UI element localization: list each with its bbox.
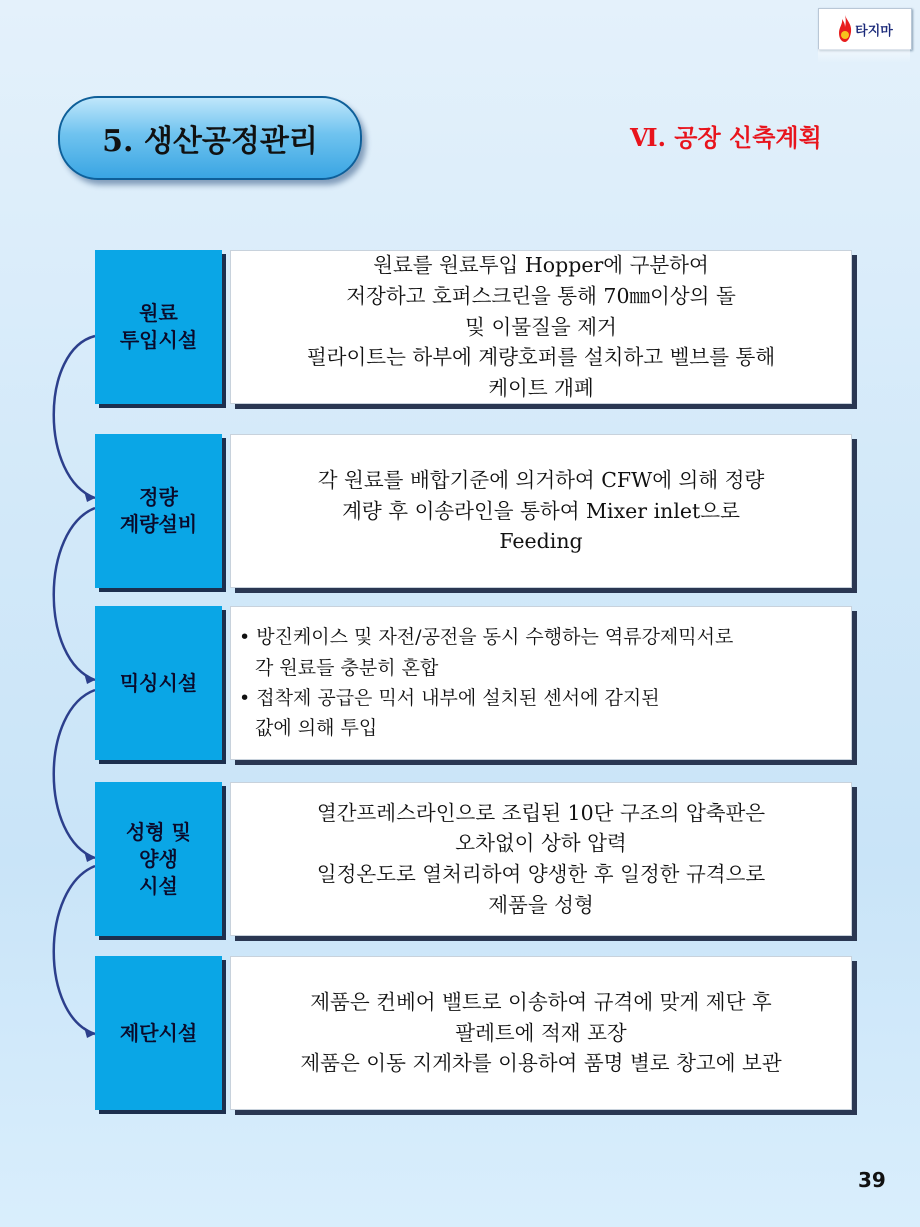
step-forming-curing	[95, 782, 858, 942]
step-description	[230, 434, 852, 588]
section-title: 5. 생산공정관리	[58, 96, 362, 180]
chapter-title: Ⅵ. 공장 신축계획	[630, 123, 822, 152]
description-line: 일정온도로 열처리하여 양생한 후 일정한 규격으로	[316, 862, 766, 886]
description-line: 제품은 이동 지게차를 이용하여 품명 별로 창고에 보관	[300, 1051, 782, 1076]
page-number: 39	[858, 1168, 886, 1192]
connector-1	[54, 336, 95, 498]
bullet-continuation: 각 원료들 충분히 혼합	[255, 656, 439, 679]
step-description	[230, 782, 852, 936]
logo-text: 타지마	[855, 23, 893, 39]
step-description	[230, 956, 852, 1110]
bullet-text: 방진케이스 및 자전/공전을 동시 수행하는 역류강제믹서로	[256, 626, 734, 649]
step-label: 정량 계량설비	[95, 434, 222, 588]
company-logo	[818, 8, 912, 50]
description-line: 펄라이트는 하부에 계량호퍼를 설치하고 벨브를 통해	[306, 345, 776, 370]
description-line: 제품은 컨베어 밸트로 이송하여 규격에 맞게 제단 후	[310, 989, 772, 1014]
description-line: 팔레트에 적재 포장	[455, 1020, 627, 1045]
logo-reflection	[818, 49, 910, 63]
description-line: 오차없이 상하 압력	[455, 831, 627, 856]
step-description	[230, 606, 852, 760]
description-line: 저장하고 호퍼스크린을 통해 70㎜이상의 돌	[346, 283, 736, 308]
connector-3	[54, 690, 95, 858]
step-raw-material-input	[95, 250, 858, 410]
description-line: 각 원료를 배합기준에 의거하여 CFW에 의해 정량	[317, 467, 765, 492]
connector-3-arrow	[84, 851, 95, 862]
connector-2-arrow	[84, 673, 95, 684]
description-line: 케이트 개폐	[488, 376, 594, 401]
connector-1-arrow	[84, 491, 95, 502]
flame-icon	[837, 15, 853, 43]
step-label: 성형 및 양생 시설	[95, 782, 222, 936]
step-mixing-facility	[95, 606, 858, 766]
step-label: 제단시설	[95, 956, 222, 1110]
description-line: Feeding	[499, 529, 583, 554]
description-line: 계량 후 이송라인을 통하여 Mixer inlet으로	[342, 498, 740, 523]
bullet-continuation: 값에 의해 투입	[255, 717, 378, 740]
description-line: 열간프레스라인으로 조립된 10단 구조의 압축판은	[316, 800, 766, 825]
step-description	[230, 250, 852, 404]
step-weighing-equipment	[95, 434, 858, 594]
connector-2	[54, 508, 95, 680]
connector-4	[54, 866, 95, 1034]
bullet-item: • 방진케이스 및 자전/공전을 동시 수행하는 역류강제믹서로	[239, 626, 734, 649]
description-line: 제품을 성형	[488, 892, 594, 917]
step-label: 믹싱시설	[95, 606, 222, 760]
description-line: 원료를 원료투입 Hopper에 구분하여	[373, 253, 709, 278]
bullet-text: 접착제 공급은 믹서 내부에 설치된 센서에 감지된	[256, 687, 660, 709]
connector-4-arrow	[84, 1027, 95, 1038]
bullet-item: • 접착제 공급은 믹서 내부에 설치된 센서에 감지된	[239, 687, 660, 709]
description-line: 및 이물질을 제거	[465, 314, 617, 339]
step-label: 원료 투입시설	[95, 250, 222, 404]
step-cutting-facility	[95, 956, 858, 1116]
